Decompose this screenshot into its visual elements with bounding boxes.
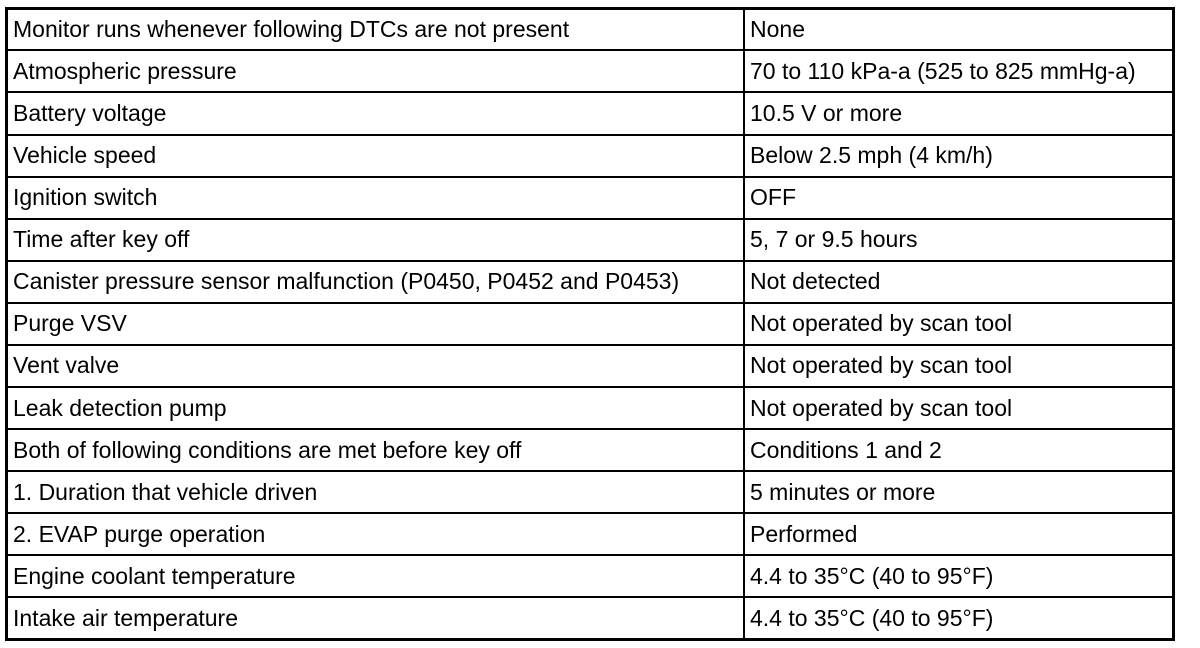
condition-value: Not operated by scan tool [744,303,1172,345]
table-row [8,387,1172,429]
condition-label: Vehicle speed [8,135,744,177]
table-row [8,513,1172,555]
condition-value: 5 minutes or more [744,471,1172,513]
condition-value: Not operated by scan tool [744,345,1172,387]
condition-label: Purge VSV [8,303,744,345]
table-row [8,345,1172,387]
condition-value: 4.4 to 35°C (40 to 95°F) [744,555,1172,597]
table-row [8,50,1172,92]
condition-value: Performed [744,513,1172,555]
condition-label: Engine coolant temperature [8,555,744,597]
table-row [8,177,1172,219]
condition-value: 70 to 110 kPa-a (525 to 825 mmHg-a) [744,50,1172,92]
table-body [8,10,1172,638]
condition-label: 1. Duration that vehicle driven [8,471,744,513]
table-row [8,135,1172,177]
condition-value: Not operated by scan tool [744,387,1172,429]
condition-label: Time after key off [8,219,744,261]
table-row [8,471,1172,513]
condition-label: Ignition switch [8,177,744,219]
condition-value: None [744,10,1172,50]
conditions-table-container [5,7,1175,641]
condition-label: Both of following conditions are met before key off [8,429,744,471]
monitor-conditions-table [8,10,1172,638]
condition-value: 10.5 V or more [744,92,1172,134]
table-row [8,597,1172,638]
condition-label: Monitor runs whenever following DTCs are not present [8,10,744,50]
table-row [8,219,1172,261]
condition-label: Intake air temperature [8,597,744,638]
condition-value: Conditions 1 and 2 [744,429,1172,471]
condition-value: 5, 7 or 9.5 hours [744,219,1172,261]
table-row [8,10,1172,50]
table-row [8,261,1172,303]
condition-value: OFF [744,177,1172,219]
condition-label: Battery voltage [8,92,744,134]
table-row [8,555,1172,597]
table-row [8,429,1172,471]
condition-label: Atmospheric pressure [8,50,744,92]
table-row [8,303,1172,345]
condition-label: Vent valve [8,345,744,387]
condition-label: Canister pressure sensor malfunction (P0450, P0452 and P0453) [8,261,744,303]
condition-value: Not detected [744,261,1172,303]
table-row [8,92,1172,134]
condition-label: 2. EVAP purge operation [8,513,744,555]
condition-value: 4.4 to 35°C (40 to 95°F) [744,597,1172,638]
condition-value: Below 2.5 mph (4 km/h) [744,135,1172,177]
condition-label: Leak detection pump [8,387,744,429]
